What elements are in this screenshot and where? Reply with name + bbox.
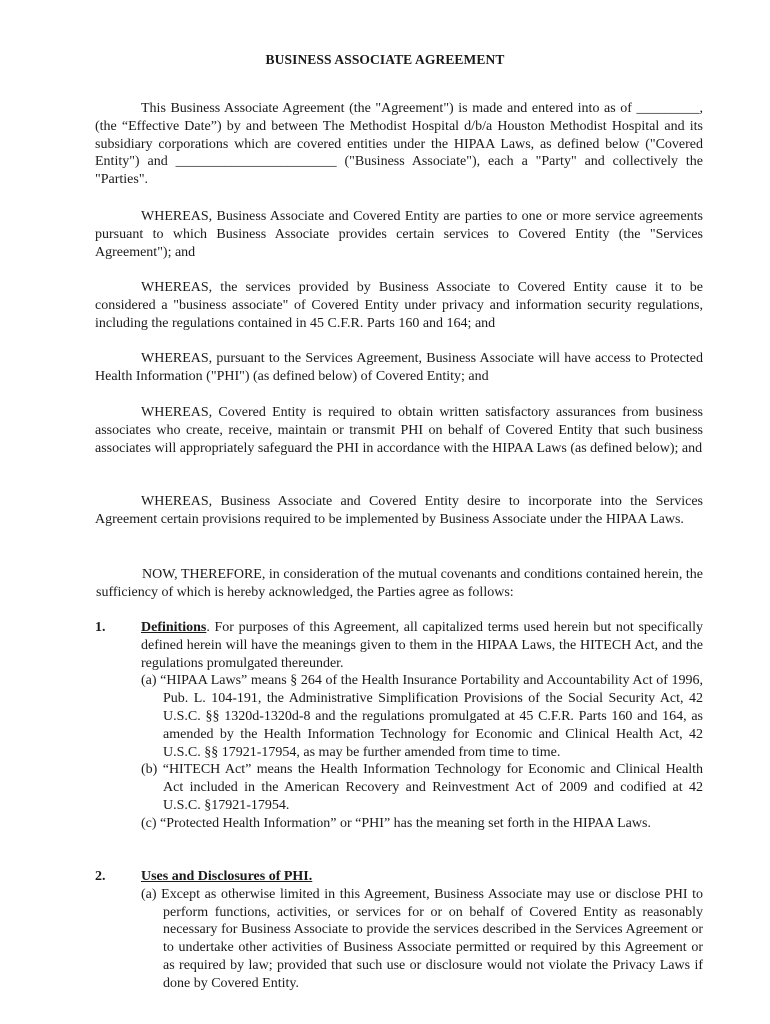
intro-paragraph: This Business Associate Agreement (the "Agreement") is made and entered into as of _________, (the “Effective Date”) by and between The Methodist Hospital d/b/a Houston Methodist Hospital and its subsidiary corporations which are covered entities under the HIPAA Laws, as defined below ("Covered Entity") and _______________________ ("Business Associate"), each a "Party" and collectively the "Parties". (95, 101, 703, 188)
definition-item-b: (b) “HITECH Act” means the Health Information Technology for Economic and Clinical Health Act included in the American Recovery and Reinvestment Act of 2009 and codified at 42 U.S.C. §17921-17954. (141, 762, 703, 813)
document-title: BUSINESS ASSOCIATE AGREEMENT (265, 52, 505, 67)
whereas-paragraph-2: WHEREAS, the services provided by Business Associate to Covered Entity cause it to be considered a "business associate" of Covered Entity under privacy and information security regulations, including the regulations contained in 45 C.F.R. Parts 160 and 164; and (95, 280, 703, 331)
section-2-body (141, 868, 703, 993)
now-therefore-paragraph: NOW, THEREFORE, in consideration of the mutual covenants and conditions contained herein, the sufficiency of which is hereby acknowledged, the Parties agree as follows: (96, 567, 703, 600)
section-2-number: 2. (95, 869, 106, 884)
section-1-text: . For purposes of this Agreement, all capitalized terms used herein but not specifically defined herein will have the meanings given to them in the HIPAA Laws, the HITECH Act, and the regulations promulgated thereunder. (141, 620, 703, 671)
section-2-uses-disclosures (95, 868, 703, 993)
section-2-title: Uses and Disclosures of PHI. (141, 869, 313, 884)
use-disclosure-item-a: (a) Except as otherwise limited in this Agreement, Business Associate may use or disclose PHI to perform functions, activities, or services for or on behalf of Covered Entity as reasonably necessary for Business Associate to provide the services described in the Services Agreement or to undertake other activities of Business Associate permitted or required by this Agreement or as required by law; provided that such use or disclosure would not violate the Privacy Laws if done by Covered Entity. (141, 886, 703, 991)
section-1-number: 1. (95, 620, 106, 635)
definition-item-c: (c) “Protected Health Information” or “PHI” has the meaning set forth in the HIPAA Laws. (141, 815, 651, 831)
whereas-paragraph-3: WHEREAS, pursuant to the Services Agreement, Business Associate will have access to Protected Health Information ("PHI") (as defined below) of Covered Entity; and (95, 351, 703, 384)
definition-item-a: (a) “HIPAA Laws” means § 264 of the Health Insurance Portability and Accountability Act of 1996, Pub. L. 104-191, the Administrative Simplification Provisions of the Social Security Act, 42 U.S.C. §§ 1320d-1320d-8 and the regulations promulgated at 45 C.F.R. Parts 160 and 164, as amended by the Health Information Technology for Economic and Clinical Health Act, 42 U.S.C. §§ 17921-17954, as may be further amended from time to time. (141, 673, 703, 760)
section-1-definitions (95, 619, 703, 833)
whereas-paragraph-1: WHEREAS, Business Associate and Covered Entity are parties to one or more service agreements pursuant to which Business Associate provides certain services to Covered Entity (the "Services Agreement"); and (95, 209, 703, 260)
whereas-paragraph-4: WHEREAS, Covered Entity is required to obtain written satisfactory assurances from business associates who create, receive, maintain or transmit PHI on behalf of Covered Entity that such business associates will appropriately safeguard the PHI in accordance with the HIPAA Laws (as defined below); and (95, 405, 703, 456)
whereas-paragraph-5: WHEREAS, Business Associate and Covered Entity desire to incorporate into the Services Agreement certain provisions required to be implemented by Business Associate under the HIPAA Laws. (95, 494, 703, 527)
section-1-title: Definitions (141, 620, 207, 635)
section-1-body (141, 619, 703, 833)
